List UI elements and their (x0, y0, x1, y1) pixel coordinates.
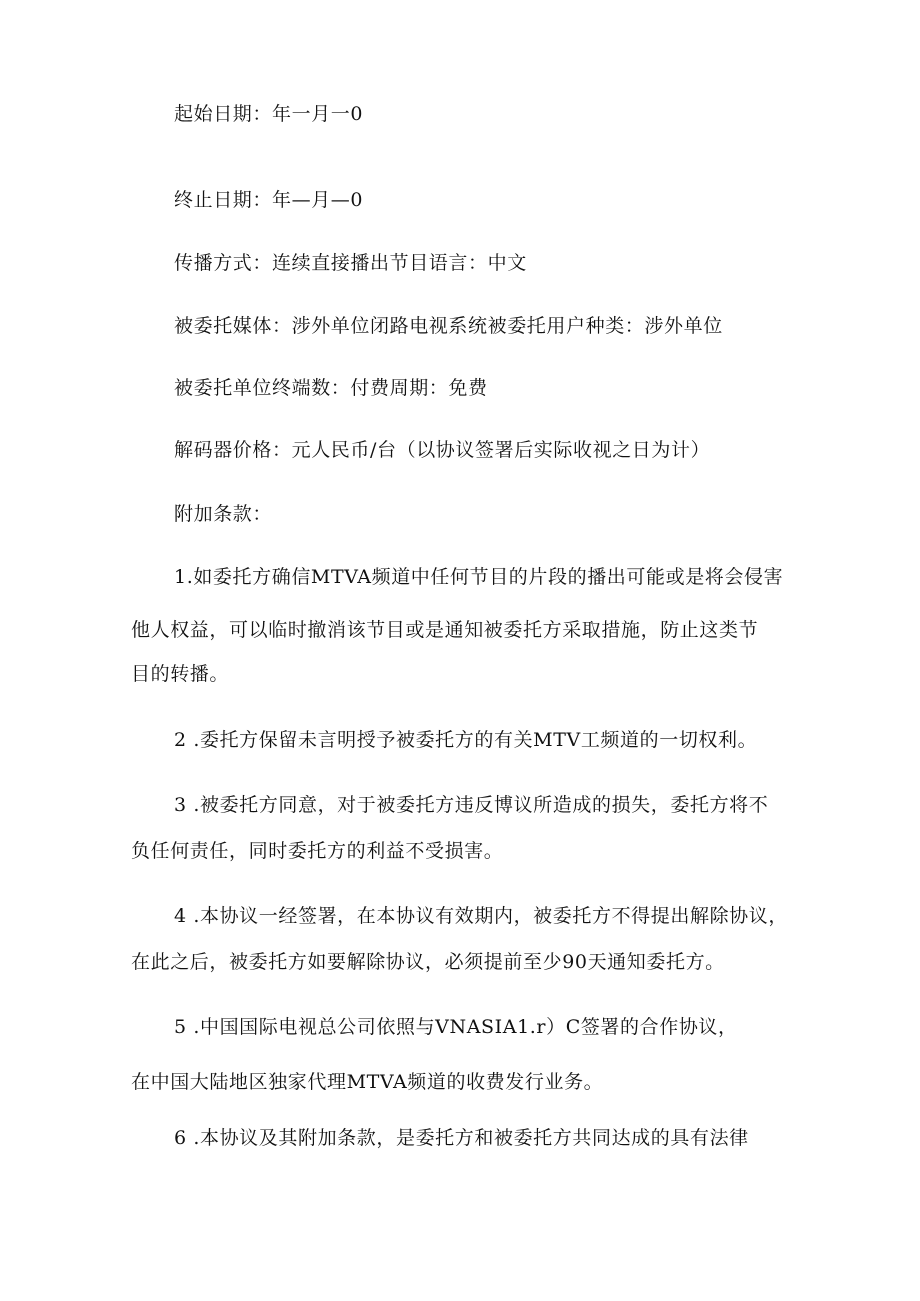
end-date-line: 终止日期：年—月—0 (174, 189, 364, 211)
clause-6-line-1: 6 .本协议及其附加条款，是委托方和被委托方共同达成的具有法律 (174, 1127, 749, 1149)
clause-5-line-1: 5 .中国国际电视总公司依照与VNASIA1.r）C签署的合作协议， (174, 1016, 738, 1038)
entrusted-media-line: 被委托媒体：涉外单位闭路电视系统被委托用户种类：涉外单位 (174, 315, 723, 337)
broadcast-method-line: 传播方式：连续直接播出节目语言：中文 (174, 252, 527, 274)
clause-4-line-1: 4 .本协议一经签署，在本协议有效期内，被委托方不得提出解除协议， (174, 905, 788, 927)
clause-1-line-2: 他人权益，可以临时撤消该节目或是通知被委托方采取措施，防止这类节 (131, 619, 759, 641)
clause-1-line-1: 1.如委托方确信MTVA频道中任何节目的片段的播出可能或是将会侵害 (174, 566, 784, 588)
clause-3-line-1: 3 .被委托方同意，对于被委托方违反博议所造成的损失，委托方将不 (174, 794, 769, 816)
terminals-line: 被委托单位终端数：付费周期：免费 (174, 377, 488, 399)
clause-2-line-1: 2 .委托方保留未言明授予被委托方的有关MTV工频道的一切权利。 (174, 729, 758, 751)
decoder-price-line: 解码器价格：元人民币/台（以协议签署后实际收视之日为计） (174, 439, 711, 461)
clause-4-line-2: 在此之后，被委托方如要解除协议，必须提前至少90天通知委托方。 (131, 951, 725, 973)
clause-3-line-2: 负任何责任，同时委托方的利益不受损害。 (131, 840, 504, 862)
clause-1-line-3: 目的转播。 (131, 663, 230, 685)
start-date-line: 起始日期：年一月一0 (174, 103, 364, 125)
clause-5-line-2: 在中国大陆地区独家代理MTVA频道的收费发行业务。 (131, 1071, 604, 1093)
additional-terms-heading: 附加条款： (174, 503, 273, 525)
